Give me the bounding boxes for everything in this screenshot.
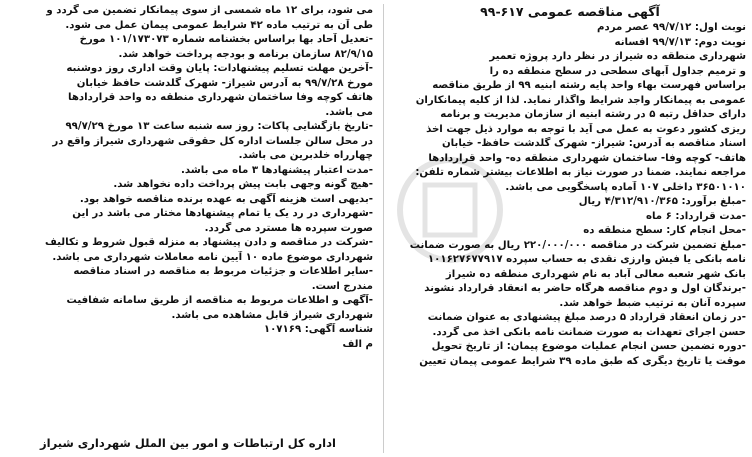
text-line: -هیچ گونه وجهی بابت پیش پرداخت داده نخواهد شد. bbox=[113, 179, 373, 190]
text-line: نوبت اول: ۹۹/۷/۱۲ عصر مردم bbox=[597, 22, 746, 33]
text-line: صورت سپرده ها مسترد می گردد. bbox=[204, 222, 373, 234]
text-line: -بدیهی است هزینه آگهی به عهده برنده مناقصه خواهد بود. bbox=[79, 193, 373, 205]
issuer-footer: اداره کل ارتباطات و امور بین الملل شهرداری شیراز bbox=[40, 436, 336, 450]
right-text-block bbox=[394, 21, 746, 369]
text-line: نوبت دوم: ۹۹/۷/۱۳ افسانه bbox=[614, 36, 746, 48]
text-line: شهرداری شیراز قابل مشاهده می باشد. bbox=[171, 309, 373, 321]
text-line: موقت یا تاریخ دیگری که طبق ماده ۳۹ شرایط عمومی پیمان تعیین bbox=[419, 355, 746, 367]
text-line: سپرده آنان به ترتیب ضبط خواهد شد. bbox=[559, 297, 746, 309]
text-line: -آگهی و اطلاعات مربوط به مناقصه از طریق سامانه شفافیت bbox=[66, 295, 373, 306]
text-line: براساس فهرست بهاء واحد پایه رشته ابنیه ۹۹ از طریق مناقصه bbox=[432, 80, 746, 91]
text-line: دارای حداقل رتبه ۵ در رشته ابنیه از سازمان مدیریت و برنامه bbox=[440, 109, 746, 120]
left-text-block bbox=[3, 4, 373, 352]
text-line: مندرج است. bbox=[311, 280, 373, 292]
text-line: -مبلغ تضمین شرکت در مناقصه ۲۲۰/۰۰۰/۰۰۰ ریال به صورت ضمانت bbox=[409, 239, 746, 251]
text-line: -مبلغ برآورد: ۴/۳۱۲/۹۱۰/۳۶۵ ریال bbox=[578, 196, 746, 207]
text-line: هاتف- کوچه وفا- ساختمان شهرداری منطقه ده- واحد قراردادها bbox=[428, 152, 746, 164]
notice-column-right bbox=[394, 4, 746, 453]
text-line: -در زمان انعقاد قرارداد ۵ درصد مبلغ پیشنهادی به عنوان ضمانت bbox=[427, 312, 746, 323]
text-line: می باشد. bbox=[325, 106, 373, 118]
text-line: -شرکت در مناقصه و دادن پیشنهاد به منزله قبول شروط و تکالیف bbox=[45, 237, 373, 248]
text-line: اسناد مناقصه به آدرس: شیراز- شهرک گلدشت حافظ- خیابان bbox=[441, 138, 746, 149]
text-line: هاتف کوچه وفا ساختمان شهرداری منطقه ده واحد قراردادها bbox=[68, 92, 373, 103]
text-line: شهرداری منطقه ده شیراز در نظر دارد پروژه تعمیر bbox=[489, 51, 746, 62]
text-line: -محل انجام کار: سطح منطقه ده bbox=[583, 225, 746, 236]
text-line: می شود، برای ۱۲ ماه شمسی از سوی پیمانکار تضمین می گردد و bbox=[46, 5, 373, 16]
text-line: حسن اجرای تعهدات به صورت ضمانت نامه بانکی اخذ می گردد. bbox=[432, 326, 746, 338]
column-divider bbox=[383, 4, 384, 453]
text-line: -دوره تضمین حسن انجام عملیات موضوع پیمان: از تاریخ تحویل bbox=[431, 341, 746, 352]
text-line: نامه بانکی یا فیش وارزی نقدی به حساب سپرده ۱۰۱۶۲۷۶۷۷۹۱۷ bbox=[427, 254, 746, 265]
text-line: -برندگان اول و دوم مناقصه هرگاه حاضر به انعقاد قرارداد نشوند bbox=[424, 283, 746, 294]
text-line: م الف bbox=[342, 338, 373, 350]
text-line: -شهرداری در رد یک یا تمام پیشنهادها مختار می باشد در این bbox=[72, 208, 373, 219]
text-line: ۳۶۵۰۱۰۱۰ داخلی ۱۰۷ آماده پاسخگویی می باشد. bbox=[505, 181, 746, 193]
text-line: -مدت اعتبار پیشنهادها ۳ ماه می باشد. bbox=[181, 164, 373, 176]
notice-title: آگهی مناقصه عمومی ۶۱۷-۹۹ bbox=[480, 4, 660, 19]
text-line: -آخرین مهلت تسلیم پیشنهادات: پایان وقت اداری روز دوشنبه bbox=[66, 63, 373, 74]
text-line: -تعدیل آحاد بها براساس بخشنامه شماره ۱۰۱/۱۷۳۰۷۳ مورخ bbox=[79, 34, 373, 45]
text-line: شناسه آگهی: ۱۰۷۱۶۹ bbox=[263, 324, 373, 335]
text-line: چهارراه خلدبرین می باشد. bbox=[238, 150, 373, 161]
notice-column-left bbox=[3, 4, 373, 453]
text-line: شهرداری موضوع ماده ۱۰ آیین نامه معاملات شهرداری می باشد. bbox=[52, 251, 373, 263]
text-line: -مدت قرارداد: ۶ ماه bbox=[645, 210, 746, 222]
text-line: -تاریخ بازگشایی پاکات: روز سه شنبه ساعت ۱۳ مورخ ۹۹/۷/۲۹ bbox=[65, 121, 373, 132]
text-line: مراجعه نمایند. ضمنا در صورت نیاز به اطلاعات بیشتر شماره تلفن: bbox=[415, 167, 746, 178]
text-line: طی آن به ترتیب ماده ۴۲ شرایط عمومی پیمان عمل می شود. bbox=[65, 19, 373, 31]
text-line: در محل سالن جلسات اداره کل حقوقی شهرداری شیراز واقع در bbox=[52, 135, 373, 147]
text-line: ۸۲/۹/۱۵ سازمان برنامه و بودجه پرداخت خواهد شد. bbox=[118, 48, 373, 60]
text-line: ریزی کشور دعوت به عمل می آید با توجه به موارد ذیل جهت اخذ bbox=[426, 123, 746, 135]
text-line: عمومی به پیمانکار واجد شرایط واگذار نماید. لذا از کلیه پیمانکاران bbox=[415, 94, 746, 106]
text-line: مورخ ۹۹/۷/۲۸ به آدرس شیراز- شهرک گلدشت حافظ خیابان bbox=[76, 77, 373, 89]
text-line: بانک شهر شعبه معالی آباد به نام شهرداری منطقه ده شیراز bbox=[445, 268, 746, 280]
text-line: -سایر اطلاعات و جزئیات مربوط به مناقصه در اسناد مناقصه bbox=[73, 266, 373, 277]
text-line: و ترمیم جداول آبهای سطحی در سطح منطقه ده را bbox=[489, 65, 746, 77]
